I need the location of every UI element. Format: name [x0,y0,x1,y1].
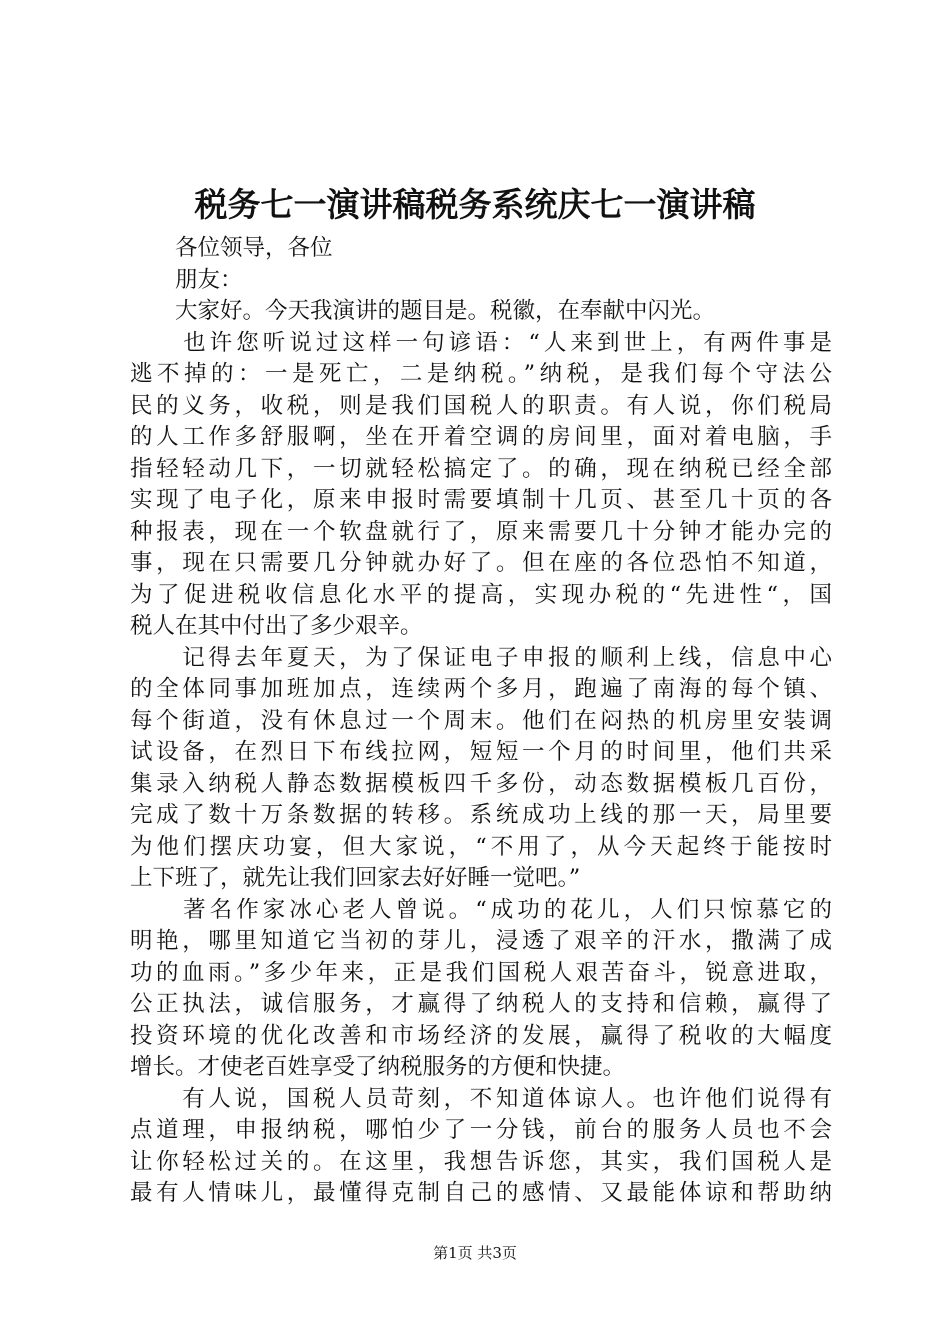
text-line: 著名作家冰心老人曾说。“成功的花儿，人们只惊慕它的 [130,896,832,923]
text-line: 为了促进税收信息化水平的提高，实现办税的“先进性“，国 [130,581,832,608]
text-line: 民的义务，收税，则是我们国税人的职责。有人说，你们税局 [130,392,832,419]
text-line: 完成了数十万条数据的转移。系统成功上线的那一天，局里要 [130,802,832,828]
text-line: 试设备，在烈日下布线拉网，短短一个月的时间里，他们共采 [130,739,832,765]
text-line: 点道理，申报纳税，哪怕少了一分钱，前台的服务人员也不会 [130,1117,832,1143]
text-line: 有人说，国税人员苛刻，不知道体谅人。也许他们说得有 [130,1085,832,1112]
text-line: 记得去年夏天，为了保证电子申报的顺利上线，信息中心 [130,644,832,671]
document-title: 税务七一演讲稿税务系统庆七一演讲稿 [194,185,756,224]
text-line: 投资环境的优化改善和市场经济的发展，赢得了税收的大幅度 [130,1022,832,1049]
text-line: 实现了电子化，原来申报时需要填制十几页、甚至几十页的各 [130,487,832,513]
text-line: 种报表，现在一个软盘就行了，原来需要几十分钟才能办完的 [130,518,832,545]
text-line: 的人工作多舒服啊，坐在开着空调的房间里，面对着电脑，手 [130,424,832,450]
text-line: 朋友： [130,266,243,293]
text-line: 大家好。今天我演讲的题目是。税徽，在奉献中闪光。 [130,298,716,324]
text-line: 最有人情味儿，最懂得克制自己的感情、又最能体谅和帮助纳 [130,1180,832,1206]
text-line: 每个街道，没有休息过一个周末。他们在闷热的机房里安装调 [130,707,832,734]
text-line: 让你轻松过关的。在这里，我想告诉您，其实，我们国税人是 [130,1148,832,1175]
text-line: 税人在其中付出了多少艰辛。 [130,613,423,639]
text-line: 集录入纳税人静态数据模板四千多份，动态数据模板几百份， [130,770,832,797]
text-line: 明艳，哪里知道它当初的芽儿，浸透了艰辛的汗水，撒满了成 [130,928,832,954]
text-line: 各位领导，各位 [130,235,333,261]
text-line: 逃不掉的：一是死亡，二是纳税。”纳税，是我们每个守法公 [130,361,832,387]
document-body [130,233,832,1210]
text-line: 功的血雨。”多少年来，正是我们国税人艰苦奋斗，锐意进取， [130,959,832,986]
page-footer: 第1页 共3页 [433,1244,517,1262]
text-line: 增长。才使老百姓享受了纳税服务的方便和快捷。 [130,1054,626,1080]
text-line: 也许您听说过这样一句谚语：“人来到世上，有两件事是 [130,329,832,356]
text-line: 事，现在只需要几分钟就办好了。但在座的各位恐怕不知道， [130,550,832,576]
text-line: 公正执法，诚信服务，才赢得了纳税人的支持和信赖，赢得了 [130,991,832,1017]
text-line: 的全体同事加班加点，连续两个多月，跑遍了南海的每个镇、 [130,676,832,702]
text-line: 为他们摆庆功宴，但大家说，“不用了，从今天起终于能按时 [130,833,832,860]
text-line: 指轻轻动几下，一切就轻松搞定了。的确，现在纳税已经全部 [130,455,832,482]
text-line: 上下班了，就先让我们回家去好好睡一觉吧。” [130,865,581,891]
